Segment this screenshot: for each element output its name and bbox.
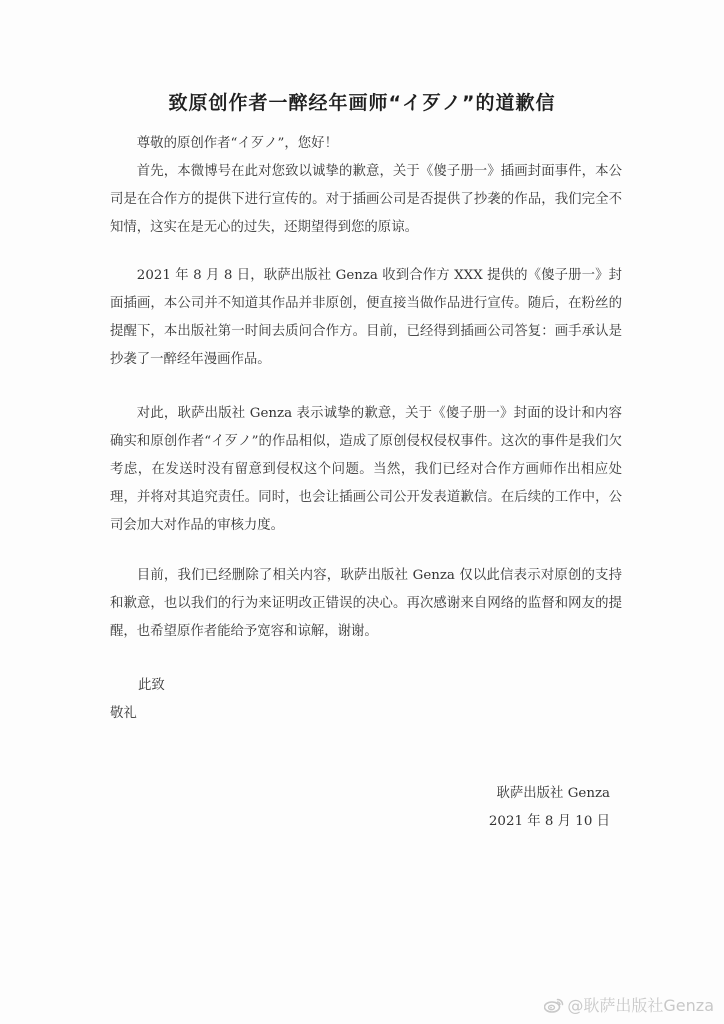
watermark-text: @耿萨出版社Genza — [567, 996, 714, 1015]
letter-closing-2: 敬礼 — [110, 706, 137, 721]
letter-paragraph-2: 2021 年 8 月 8 日，耿萨出版社 Genza 收到合作方 XXX 提供的《傻子册一》封面插画，本公司并不知道其作品并非原创，便直接当做作品进行宣传。随后，在粉丝的提醒下，本出版社第一时间去质问合作方。目前，已经得到插画公司答复：画手承认是抄袭了一醉经年漫画作品。 — [110, 268, 622, 367]
weibo-icon — [544, 997, 564, 1013]
letter-paragraph-4: 目前，我们已经删除了相关内容，耿萨出版社 Genza 仅以此信表示对原创的支持和歉意，也以我们的行为来证明改正错误的决心。再次感谢来自网络的监督和网友的提醒，也希望原作者能给予宽容和谅解，谢谢。 — [110, 568, 622, 639]
letter-paragraph-3: 对此，耿萨出版社 Genza 表示诚挚的歉意，关于《傻子册一》封面的设计和内容确实和原创作者“イ歹ノ”的作品相似，造成了原创侵权侵权事件。这次的事件是我们欠考虑，在发送时没有留意到侵权这个问题。当然，我们已经对合作方画师作出相应处理，并将对其追究责任。同时，也会让插画公司公开发表道歉信。在后续的工作中，公司会加大对作品的审核力度。 — [110, 406, 622, 533]
letter-closing-1: 此致 — [138, 678, 165, 693]
letter-paragraph-1: 首先，本微博号在此对您致以诚挚的歉意，关于《傻子册一》插画封面事件，本公司是在合作方的提供下进行宣传的。对于插画公司是否提供了抄袭的作品，我们完全不知情，这实在是无心的过失，还期望得到您的原谅。 — [110, 164, 622, 235]
weibo-watermark — [544, 993, 714, 1016]
signature-organization: 耿萨出版社 Genza — [496, 786, 610, 801]
signature-date: 2021 年 8 月 10 日 — [488, 814, 610, 829]
letter-title: 致原创作者一醉经年画师“イ歹ノ”的道歉信 — [168, 92, 556, 114]
letter-greeting: 尊敬的原创作者“イ歹ノ”，您好！ — [136, 136, 338, 151]
